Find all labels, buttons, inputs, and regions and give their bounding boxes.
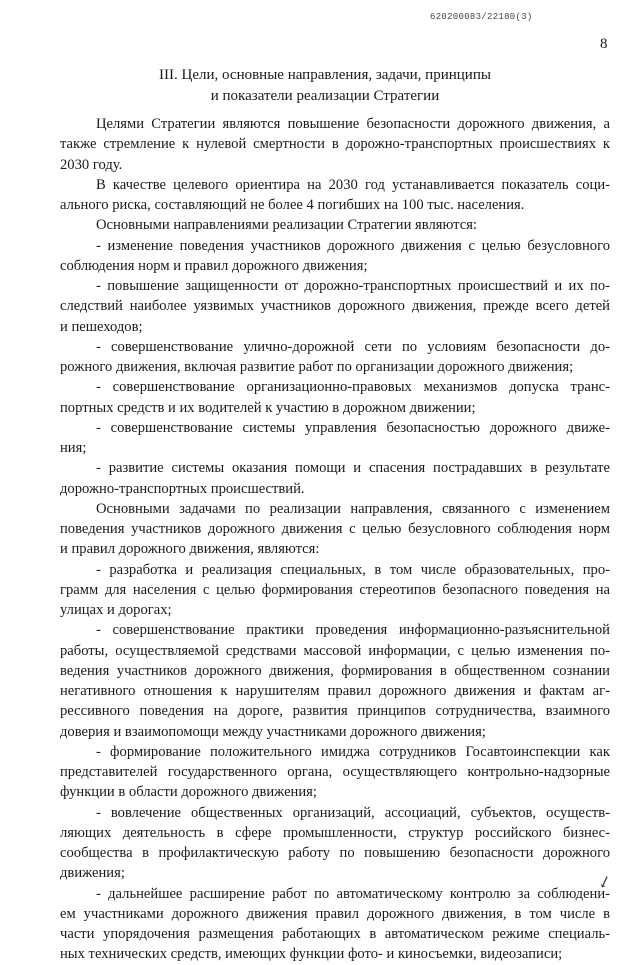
- list-item-line: представителей государственного органа, осуществляющего контрольно-надзорные: [60, 764, 610, 780]
- list-item-line: части упорядочения размещения работающих в автоматическом режиме специаль-: [60, 926, 610, 942]
- list-item-line: ведения участников дорожного движения, формирования в общественном сознании: [60, 662, 610, 679]
- list-item-line: движения;: [60, 865, 125, 882]
- list-item-line: грамм для населения с целью формирования стереотипов безопасного поведения на: [60, 581, 610, 598]
- list-item-line: следствий наиболее уязвимых участников дорожного движения, прежде всего детей: [60, 298, 610, 315]
- list-item-line: - совершенствование улично-дорожной сети по условиям безопасности до-: [96, 338, 610, 355]
- text-line: В качестве целевого ориентира на 2030 год устанавливается показатель соци-: [96, 176, 610, 193]
- list-item-line: работы, осуществляемой средствами массовой информации, с целью изменения по-: [60, 642, 610, 659]
- list-item-line: портных средств и их водителей к участию в дорожном движении;: [60, 399, 476, 416]
- list-item-line: сообщества в профилактическую работу по повышению безопасности дорожного: [60, 845, 610, 861]
- page-number: 8: [600, 36, 608, 52]
- list-item-line: дорожно-транспортных происшествий.: [60, 480, 305, 497]
- list-item-line: и пешеходов;: [60, 318, 143, 335]
- list-item-line: улицах и дорогах;: [60, 602, 172, 618]
- heading-line-1: III. Цели, основные направления, задачи, принципы: [159, 67, 491, 83]
- list-item-line: рессивного поведения на дороге, развития принципов сотрудничества, взаимного: [60, 703, 610, 720]
- list-item-line: негативного отношения к нарушителям правил дорожного движения и фактам аг-: [60, 683, 610, 699]
- list-item-line: - совершенствование практики проведения информационно-разъяснительной: [96, 622, 610, 639]
- text-line: 2030 году.: [60, 156, 123, 173]
- text-line: поведения участников дорожного движения с целью безусловного соблюдения норм: [60, 521, 610, 537]
- list-item-line: - формирование положительного имиджа сотрудников Госавтоинспекции как: [96, 743, 610, 760]
- text-line: Целями Стратегии являются повышение безопасности дорожного движения, а: [96, 116, 610, 132]
- text-line: Основными задачами по реализации направления, связанного с изменением: [96, 500, 610, 517]
- list-item-line: - совершенствование системы управления безопасностью дорожного движе-: [96, 419, 610, 436]
- list-item-line: ных технических средств, имеющих функции фото- и киносъемки, видеозаписи;: [60, 946, 563, 963]
- list-item-line: рожного движения, включая развитие работ по организации дорожного движения;: [60, 359, 574, 375]
- list-item-line: - повышение защищенности от дорожно-транспортных происшествий и их по-: [96, 278, 610, 294]
- text-line: Основными направлениями реализации Стратегии являются:: [96, 217, 477, 234]
- list-item-line: ем участниками дорожного движения правил дорожного движения, в том числе в: [60, 905, 610, 922]
- list-item-line: - вовлечение общественных организаций, ассоциаций, субъектов, осуществ-: [96, 804, 610, 821]
- text-line: ального риска, составляющий не более 4 погибших на 100 тыс. населения.: [60, 197, 525, 213]
- list-item-line: - развитие системы оказания помощи и спасения пострадавших в результате: [96, 460, 610, 477]
- heading-line-2: и показатели реализации Стратегии: [210, 88, 440, 104]
- list-item-line: соблюдения норм и правил дорожного движения;: [60, 257, 368, 274]
- list-item-line: функции в области дорожного движения;: [60, 784, 317, 801]
- document-body: [60, 114, 610, 965]
- document-code: 620200083/22180(3): [430, 12, 533, 22]
- list-item-line: доверия и взаимопомощи между участниками дорожного движения;: [60, 723, 486, 740]
- list-item-line: ляющих деятельность в сфере промышленности, структур российского бизнес-: [60, 824, 610, 841]
- handwritten-mark: ↙: [595, 872, 615, 893]
- list-item-line: - разработка и реализация специальных, в том числе образовательных, про-: [96, 561, 610, 578]
- list-item-line: ния;: [60, 440, 87, 456]
- text-line: также стремление к нулевой смертности в дорожно-транспортных происшествиях к: [60, 136, 610, 153]
- section-heading: [100, 65, 550, 107]
- list-item-line: - дальнейшее расширение работ по автоматическому контролю за соблюдени-: [96, 885, 610, 902]
- list-item-line: - изменение поведения участников дорожного движения с целью безусловного: [96, 237, 610, 254]
- text-line: и правил дорожного движения, являются:: [60, 541, 320, 558]
- list-item-line: - совершенствование организационно-правовых механизмов допуска транс-: [96, 379, 610, 396]
